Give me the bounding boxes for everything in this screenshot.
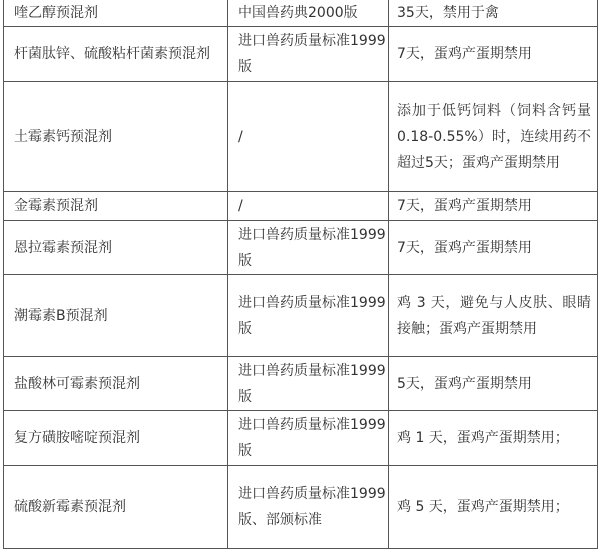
drug-name-cell: 金霉素预混剂	[4, 192, 228, 221]
note-cell: 鸡 1 天，蛋鸡产蛋期禁用；	[389, 411, 598, 466]
standard-cell: /	[228, 192, 389, 221]
note-cell: 7天，蛋鸡产蛋期禁用	[389, 27, 598, 82]
note-cell: 鸡 3 天，避免与人皮肤、眼睛接触；蛋鸡产蛋期禁用	[389, 275, 598, 357]
standard-cell: 进口兽药质量标准1999版	[228, 357, 389, 411]
drug-name-cell: 土霉素钙预混剂	[4, 82, 228, 192]
table-row	[4, 275, 598, 357]
drug-table	[3, 0, 598, 549]
table-row	[4, 27, 598, 82]
standard-cell: 进口兽药质量标准1999版	[228, 411, 389, 466]
standard-cell: 进口兽药质量标准1999版	[228, 275, 389, 357]
drug-name-cell: 恩拉霉素预混剂	[4, 221, 228, 275]
table-row	[4, 192, 598, 221]
table-row	[4, 221, 598, 275]
note-cell: 5天，蛋鸡产蛋期禁用	[389, 357, 598, 411]
table-row	[4, 357, 598, 411]
table-row	[4, 0, 598, 27]
drug-name-cell: 喹乙醇预混剂	[4, 0, 228, 27]
standard-cell: 进口兽药质量标准1999版	[228, 221, 389, 275]
standard-cell: 中国兽药典2000版	[228, 0, 389, 27]
table-row	[4, 411, 598, 466]
standard-cell: 进口兽药质量标准1999版	[228, 27, 389, 82]
drug-name-cell: 杆菌肽锌、硫酸粘杆菌素预混剂	[4, 27, 228, 82]
note-cell: 鸡 5 天，蛋鸡产蛋期禁用；	[389, 466, 598, 549]
standard-cell: 进口兽药质量标准1999版、部颁标准	[228, 466, 389, 549]
drug-name-cell: 盐酸林可霉素预混剂	[4, 357, 228, 411]
note-cell: 7天，蛋鸡产蛋期禁用	[389, 192, 598, 221]
table-row	[4, 82, 598, 192]
drug-name-cell: 复方磺胺嘧啶预混剂	[4, 411, 228, 466]
note-cell: 添加于低钙饲料（饲料含钙量0.18-0.55%）时，连续用药不超过5天；蛋鸡产蛋期禁用	[389, 82, 598, 192]
note-cell: 7天，蛋鸡产蛋期禁用	[389, 221, 598, 275]
standard-cell: /	[228, 82, 389, 192]
note-cell: 35天，禁用于禽	[389, 0, 598, 27]
drug-name-cell: 潮霉素B预混剂	[4, 275, 228, 357]
table-row	[4, 466, 598, 549]
drug-name-cell: 硫酸新霉素预混剂	[4, 466, 228, 549]
